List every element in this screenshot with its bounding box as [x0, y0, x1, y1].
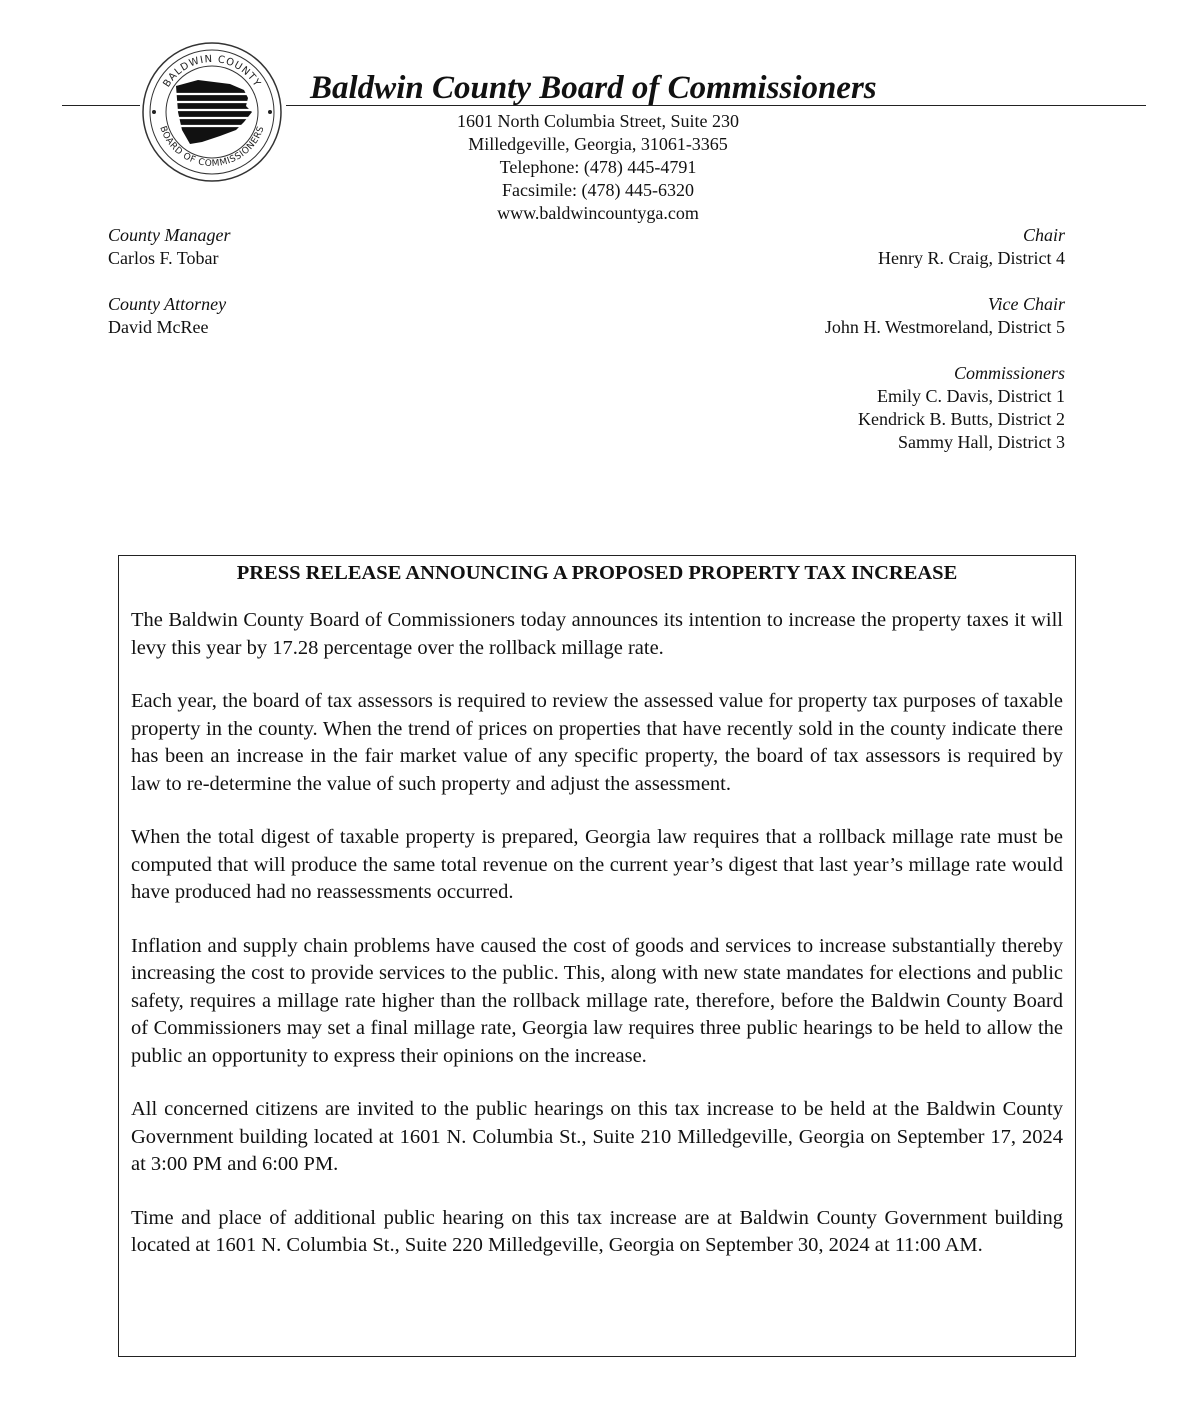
telephone: Telephone: (478) 445-4791 — [499, 157, 697, 177]
commissioner-name: Kendrick B. Butts, District 2 — [858, 409, 1065, 429]
press-release-title: PRESS RELEASE ANNOUNCING A PROPOSED PROPERTY TAX INCREASE — [236, 562, 958, 584]
press-release-paragraph: When the total digest of taxable property is prepared, Georgia law requires that a rollback millage rate must be computed that will produce the same total revenue on the current year’s digest that last year’s millage rate would have produced had no reassessments occurred. — [131, 826, 1063, 903]
commissioner-name: Sammy Hall, District 3 — [898, 432, 1065, 452]
press-release-paragraph: Inflation and supply chain problems have caused the cost of goods and services to increase substantially thereby increasing the cost to provide services to the public. This, along with new state mandates for elections and public safety, requires a millage rate higher than the rollback millage rate, therefore, before the Baldwin County Board of Commissioners may set a final millage rate, Georgia law requires three public hearings to be held to allow the public an opportunity to express their opinions on the increase. — [131, 934, 1063, 1067]
address-street: 1601 North Columbia Street, Suite 230 — [457, 111, 739, 131]
staff-officials — [108, 224, 230, 339]
seal-bottom-text: BOARD OF COMMISSIONERS — [157, 124, 267, 170]
chair-name: Henry R. Craig, District 4 — [878, 248, 1065, 268]
facsimile: Facsimile: (478) 445-6320 — [502, 180, 694, 200]
press-release-box — [118, 555, 1076, 1357]
commissioner-name: Emily C. Davis, District 1 — [877, 386, 1065, 406]
press-release-paragraph: All concerned citizens are invited to the public hearings on this tax increase to be held at the Baldwin County Government building located at 1601 N. Columbia St., Suite 210 Milledgeville, Georgia on September 17, 2024 at 3:00 PM and 6:00 PM. — [131, 1098, 1063, 1175]
county-seal-logo — [140, 40, 284, 184]
contact-address-block — [378, 110, 818, 225]
vice-chair-name: John H. Westmoreland, District 5 — [824, 317, 1065, 337]
press-release-paragraph: Time and place of additional public hearing on this tax increase are at Baldwin County Government building located at 1601 N. Columbia St., Suite 220 Milledgeville, Georgia on September 30, 2024 at 11:00 AM. — [131, 1206, 1063, 1256]
press-release-paragraph: Each year, the board of tax assessors is required to review the assessed value for property tax purposes of taxable property in the county. When the trend of prices on properties that have recently sold in the county indicate there has been an increase in the fair market value of any specific property, the board of tax assessors is required by law to re-determine the value of such property and adjust the assessment. — [131, 690, 1063, 795]
county-manager-role: County Manager — [108, 225, 231, 245]
press-release-paragraph: The Baldwin County Board of Commissioners today announces its intention to increase the property taxes it will levy this year by 17.28 percentage over the rollback millage rate. — [131, 609, 1063, 659]
vice-chair-role: Vice Chair — [987, 294, 1065, 314]
county-manager-name: Carlos F. Tobar — [108, 248, 219, 268]
county-attorney-name: David McRee — [108, 317, 209, 337]
header-rule-left — [62, 105, 140, 106]
seal-top-text: BALDWIN COUNTY — [161, 53, 263, 90]
chair-role: Chair — [1022, 225, 1065, 245]
website-link[interactable]: www.baldwincountyga.com — [497, 203, 699, 223]
address-city: Milledgeville, Georgia, 31061-3365 — [468, 134, 728, 154]
organization-name: Baldwin County Board of Commissioners — [310, 70, 877, 106]
county-attorney-role: County Attorney — [108, 294, 227, 314]
commissioners-role: Commissioners — [953, 363, 1065, 383]
county-map-icon — [174, 80, 252, 144]
board-officials — [825, 224, 1065, 454]
